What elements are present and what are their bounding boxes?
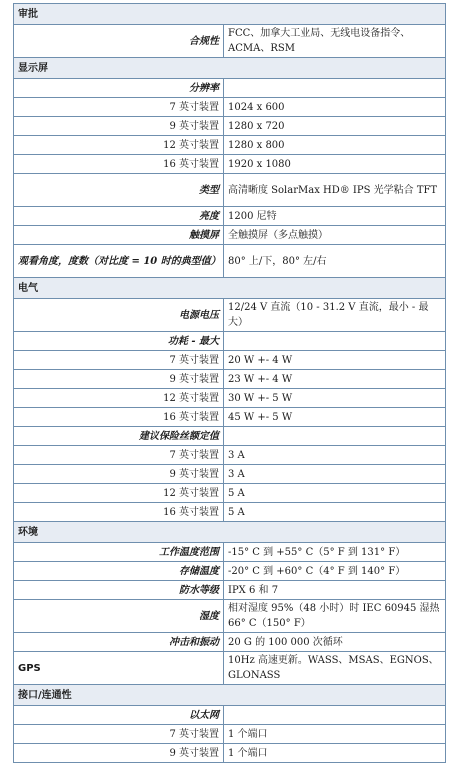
spec-row	[14, 245, 446, 278]
spec-row	[14, 117, 446, 136]
spec-label: 类型	[14, 174, 224, 207]
section-header-row	[14, 685, 446, 706]
section-header-row	[14, 4, 446, 25]
spec-value: 全触摸屏（多点触摸）	[224, 226, 446, 245]
spec-label: GPS	[14, 652, 224, 685]
spec-value: 30 W +- 5 W	[224, 389, 446, 408]
spec-value	[224, 79, 446, 98]
spec-label: 16 英寸装置	[14, 503, 224, 522]
spec-label: 12 英寸装置	[14, 136, 224, 155]
section-header-row	[14, 522, 446, 543]
spec-row	[14, 174, 446, 207]
spec-row	[14, 484, 446, 503]
spec-row	[14, 543, 446, 562]
spec-label: 湿度	[14, 600, 224, 633]
section-title: 电气	[14, 278, 446, 299]
section-title: 接口/连通性	[14, 685, 446, 706]
spec-row	[14, 226, 446, 245]
spec-value: 3 A	[224, 446, 446, 465]
spec-value: 10Hz 高速更新。WASS、MSAS、EGNOS、GLONASS	[224, 652, 446, 685]
spec-label: 功耗 - 最大	[14, 332, 224, 351]
spec-label: 防水等级	[14, 581, 224, 600]
spec-value: 5 A	[224, 503, 446, 522]
spec-label: 16 英寸装置	[14, 155, 224, 174]
section-header-row	[14, 58, 446, 79]
spec-value: 1024 x 600	[224, 98, 446, 117]
spec-value: 相对湿度 95%（48 小时）时 IEC 60945 湿热 66° C（150° F）	[224, 600, 446, 633]
spec-value: 12/24 V 直流（10 - 31.2 V 直流，最小 - 最大）	[224, 299, 446, 332]
spec-row	[14, 299, 446, 332]
spec-label: 9 英寸装置	[14, 744, 224, 763]
spec-row	[14, 652, 446, 685]
spec-label: 7 英寸装置	[14, 98, 224, 117]
spec-label: 建议保险丝额定值	[14, 427, 224, 446]
spec-value: 20 G 的 100 000 次循环	[224, 633, 446, 652]
spec-row	[14, 79, 446, 98]
spec-value: IPX 6 和 7	[224, 581, 446, 600]
spec-value: 1280 x 800	[224, 136, 446, 155]
spec-label: 9 英寸装置	[14, 117, 224, 136]
spec-row	[14, 98, 446, 117]
spec-label: 9 英寸装置	[14, 465, 224, 484]
spec-label: 12 英寸装置	[14, 389, 224, 408]
section-header-row	[14, 278, 446, 299]
spec-row	[14, 136, 446, 155]
spec-label: 观看角度，度数（对比度 = 10 时的典型值）	[14, 245, 224, 278]
spec-value: 45 W +- 5 W	[224, 408, 446, 427]
spec-label: 以太网	[14, 706, 224, 725]
spec-row	[14, 706, 446, 725]
spec-value: 1280 x 720	[224, 117, 446, 136]
spec-label: 16 英寸装置	[14, 408, 224, 427]
spec-label: 7 英寸装置	[14, 351, 224, 370]
spec-label: 存储温度	[14, 562, 224, 581]
spec-label: 7 英寸装置	[14, 446, 224, 465]
spec-value: -15° C 到 +55° C（5° F 到 131° F）	[224, 543, 446, 562]
spec-value	[224, 332, 446, 351]
spec-label: 工作温度范围	[14, 543, 224, 562]
specifications-table-body	[14, 4, 446, 763]
spec-row	[14, 465, 446, 484]
spec-value: 80° 上/下，80° 左/右	[224, 245, 446, 278]
spec-row	[14, 332, 446, 351]
specifications-table	[13, 3, 446, 763]
spec-label: 12 英寸装置	[14, 484, 224, 503]
spec-row	[14, 725, 446, 744]
spec-label: 合规性	[14, 25, 224, 58]
spec-label: 7 英寸装置	[14, 725, 224, 744]
spec-row	[14, 25, 446, 58]
spec-row	[14, 562, 446, 581]
spec-value: 1 个端口	[224, 744, 446, 763]
spec-row	[14, 744, 446, 763]
spec-row	[14, 351, 446, 370]
spec-label: 电源电压	[14, 299, 224, 332]
spec-label: 9 英寸装置	[14, 370, 224, 389]
section-title: 显示屏	[14, 58, 446, 79]
spec-value: 5 A	[224, 484, 446, 503]
spec-row	[14, 600, 446, 633]
spec-value: FCC、加拿大工业局、无线电设备指令、ACMA、RSM	[224, 25, 446, 58]
spec-label: 分辨率	[14, 79, 224, 98]
spec-row	[14, 408, 446, 427]
section-title: 审批	[14, 4, 446, 25]
spec-row	[14, 427, 446, 446]
section-title: 环境	[14, 522, 446, 543]
spec-row	[14, 207, 446, 226]
spec-value	[224, 706, 446, 725]
spec-value: 20 W +- 4 W	[224, 351, 446, 370]
spec-value	[224, 427, 446, 446]
spec-row	[14, 581, 446, 600]
spec-row	[14, 370, 446, 389]
spec-value: -20° C 到 +60° C（4° F 到 140° F）	[224, 562, 446, 581]
spec-value: 1200 尼特	[224, 207, 446, 226]
spec-row	[14, 446, 446, 465]
spec-label: 触摸屏	[14, 226, 224, 245]
spec-row	[14, 155, 446, 174]
spec-value: 高清晰度 SolarMax HD® IPS 光学粘合 TFT	[224, 174, 446, 207]
spec-value: 3 A	[224, 465, 446, 484]
spec-value: 1920 x 1080	[224, 155, 446, 174]
spec-row	[14, 389, 446, 408]
spec-value: 23 W +- 4 W	[224, 370, 446, 389]
spec-value: 1 个端口	[224, 725, 446, 744]
spec-row	[14, 503, 446, 522]
spec-row	[14, 633, 446, 652]
spec-label: 亮度	[14, 207, 224, 226]
spec-label: 冲击和振动	[14, 633, 224, 652]
